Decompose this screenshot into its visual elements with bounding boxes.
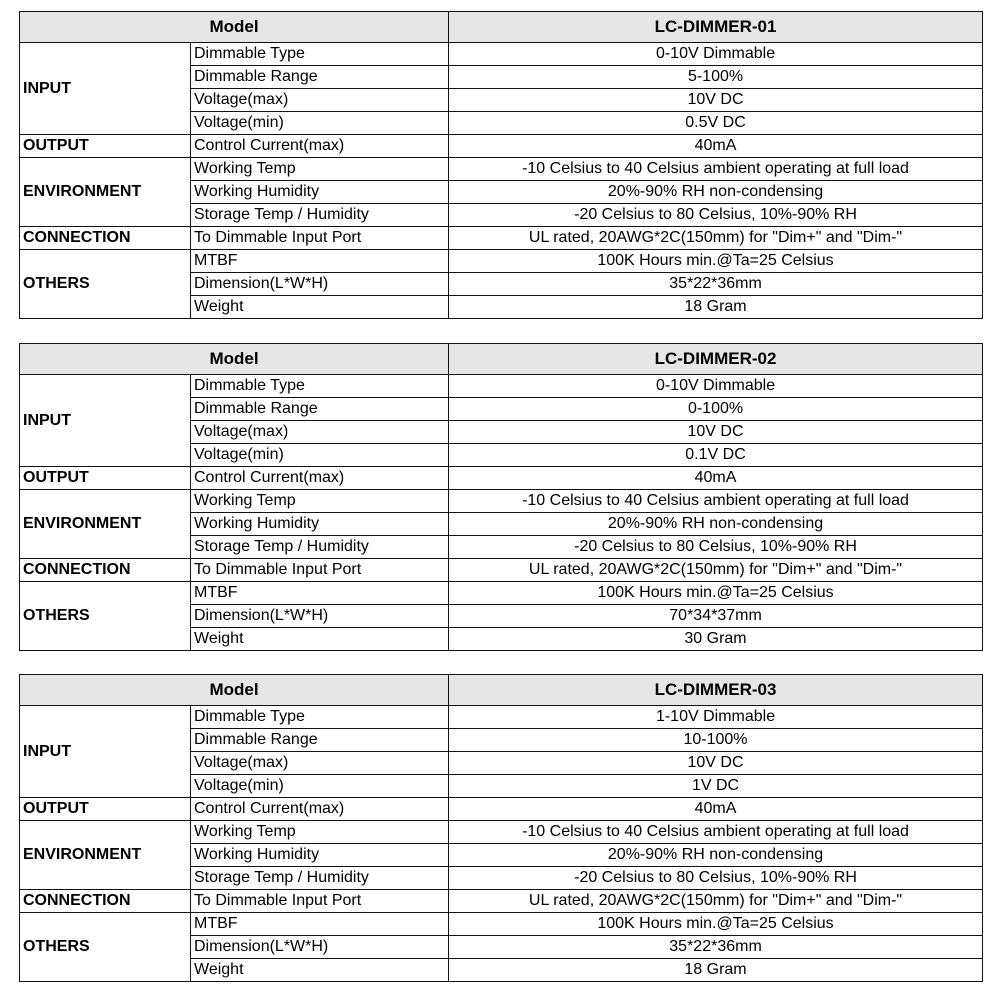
- param-label: Dimension(L*W*H): [191, 273, 449, 296]
- category-input: INPUT: [20, 375, 191, 467]
- param-value: 10V DC: [449, 752, 983, 775]
- category-output: OUTPUT: [20, 135, 191, 158]
- param-value: 40mA: [449, 798, 983, 821]
- param-value: UL rated, 20AWG*2C(150mm) for "Dim+" and "Dim-": [449, 227, 983, 250]
- param-label: Working Humidity: [191, 513, 449, 536]
- param-value: 100K Hours min.@Ta=25 Celsius: [449, 582, 983, 605]
- table-row: [20, 913, 983, 936]
- param-label: Dimmable Range: [191, 66, 449, 89]
- param-value: 1-10V Dimmable: [449, 706, 983, 729]
- param-label: MTBF: [191, 250, 449, 273]
- table-header-row: [20, 344, 983, 375]
- category-output: OUTPUT: [20, 467, 191, 490]
- param-value: -20 Celsius to 80 Celsius, 10%-90% RH: [449, 536, 983, 559]
- param-label: To Dimmable Input Port: [191, 559, 449, 582]
- param-value: 10V DC: [449, 421, 983, 444]
- table-row: [20, 43, 983, 66]
- param-value: 10-100%: [449, 729, 983, 752]
- table-row: [20, 798, 983, 821]
- category-connection: CONNECTION: [20, 227, 191, 250]
- param-value: 0-100%: [449, 398, 983, 421]
- category-environment: ENVIRONMENT: [20, 821, 191, 890]
- param-value: 20%-90% RH non-condensing: [449, 181, 983, 204]
- param-label: Voltage(max): [191, 421, 449, 444]
- param-value: 20%-90% RH non-condensing: [449, 844, 983, 867]
- param-value: 20%-90% RH non-condensing: [449, 513, 983, 536]
- model-name: LC-DIMMER-02: [449, 344, 983, 375]
- param-label: Voltage(max): [191, 752, 449, 775]
- param-value: -10 Celsius to 40 Celsius ambient operating at full load: [449, 821, 983, 844]
- param-label: Voltage(min): [191, 444, 449, 467]
- category-output: OUTPUT: [20, 798, 191, 821]
- param-label: Weight: [191, 628, 449, 651]
- param-label: Dimmable Range: [191, 729, 449, 752]
- param-label: Dimension(L*W*H): [191, 605, 449, 628]
- category-others: OTHERS: [20, 582, 191, 651]
- table-row: [20, 375, 983, 398]
- table-row: [20, 135, 983, 158]
- param-label: Dimension(L*W*H): [191, 936, 449, 959]
- category-input: INPUT: [20, 706, 191, 798]
- param-label: Working Humidity: [191, 181, 449, 204]
- category-connection: CONNECTION: [20, 890, 191, 913]
- param-value: 18 Gram: [449, 296, 983, 319]
- param-value: 40mA: [449, 135, 983, 158]
- param-value: -20 Celsius to 80 Celsius, 10%-90% RH: [449, 867, 983, 890]
- param-value: 18 Gram: [449, 959, 983, 982]
- table-header-row: [20, 12, 983, 43]
- param-value: -20 Celsius to 80 Celsius, 10%-90% RH: [449, 204, 983, 227]
- param-value: 100K Hours min.@Ta=25 Celsius: [449, 250, 983, 273]
- param-label: Working Temp: [191, 158, 449, 181]
- table-row: [20, 821, 983, 844]
- table-row: [20, 582, 983, 605]
- param-label: Dimmable Type: [191, 43, 449, 66]
- param-value: UL rated, 20AWG*2C(150mm) for "Dim+" and "Dim-": [449, 559, 983, 582]
- param-label: Working Temp: [191, 821, 449, 844]
- param-value: 30 Gram: [449, 628, 983, 651]
- param-value: 0-10V Dimmable: [449, 43, 983, 66]
- param-label: Voltage(min): [191, 112, 449, 135]
- spec-table-lc-dimmer-01: [19, 11, 983, 319]
- param-label: Dimmable Range: [191, 398, 449, 421]
- spec-table-lc-dimmer-02: [19, 343, 983, 651]
- table-row: [20, 250, 983, 273]
- param-label: Voltage(max): [191, 89, 449, 112]
- table-row: [20, 158, 983, 181]
- table-row: [20, 706, 983, 729]
- param-value: UL rated, 20AWG*2C(150mm) for "Dim+" and "Dim-": [449, 890, 983, 913]
- model-name: LC-DIMMER-01: [449, 12, 983, 43]
- model-header-label: Model: [20, 12, 449, 43]
- param-label: Voltage(min): [191, 775, 449, 798]
- param-label: Control Current(max): [191, 798, 449, 821]
- param-value: 5-100%: [449, 66, 983, 89]
- model-header-label: Model: [20, 675, 449, 706]
- param-value: 1V DC: [449, 775, 983, 798]
- category-environment: ENVIRONMENT: [20, 158, 191, 227]
- category-environment: ENVIRONMENT: [20, 490, 191, 559]
- param-label: Storage Temp / Humidity: [191, 204, 449, 227]
- param-value: 0-10V Dimmable: [449, 375, 983, 398]
- param-value: 70*34*37mm: [449, 605, 983, 628]
- model-header-label: Model: [20, 344, 449, 375]
- param-label: Weight: [191, 959, 449, 982]
- table-header-row: [20, 675, 983, 706]
- param-label: Control Current(max): [191, 135, 449, 158]
- table-row: [20, 227, 983, 250]
- param-value: 35*22*36mm: [449, 936, 983, 959]
- param-label: MTBF: [191, 582, 449, 605]
- table-row: [20, 490, 983, 513]
- model-name: LC-DIMMER-03: [449, 675, 983, 706]
- table-row: [20, 467, 983, 490]
- category-others: OTHERS: [20, 913, 191, 982]
- param-label: Storage Temp / Humidity: [191, 536, 449, 559]
- param-label: Control Current(max): [191, 467, 449, 490]
- param-label: To Dimmable Input Port: [191, 890, 449, 913]
- spec-table-lc-dimmer-03: [19, 674, 983, 982]
- param-value: 0.1V DC: [449, 444, 983, 467]
- param-value: -10 Celsius to 40 Celsius ambient operating at full load: [449, 490, 983, 513]
- category-connection: CONNECTION: [20, 559, 191, 582]
- param-value: 40mA: [449, 467, 983, 490]
- param-label: Working Temp: [191, 490, 449, 513]
- table-row: [20, 559, 983, 582]
- param-label: Storage Temp / Humidity: [191, 867, 449, 890]
- param-label: MTBF: [191, 913, 449, 936]
- param-value: 100K Hours min.@Ta=25 Celsius: [449, 913, 983, 936]
- param-value: 0.5V DC: [449, 112, 983, 135]
- param-value: 10V DC: [449, 89, 983, 112]
- param-label: Dimmable Type: [191, 375, 449, 398]
- category-input: INPUT: [20, 43, 191, 135]
- param-label: To Dimmable Input Port: [191, 227, 449, 250]
- category-others: OTHERS: [20, 250, 191, 319]
- param-label: Working Humidity: [191, 844, 449, 867]
- param-label: Dimmable Type: [191, 706, 449, 729]
- param-label: Weight: [191, 296, 449, 319]
- table-row: [20, 890, 983, 913]
- param-value: 35*22*36mm: [449, 273, 983, 296]
- param-value: -10 Celsius to 40 Celsius ambient operating at full load: [449, 158, 983, 181]
